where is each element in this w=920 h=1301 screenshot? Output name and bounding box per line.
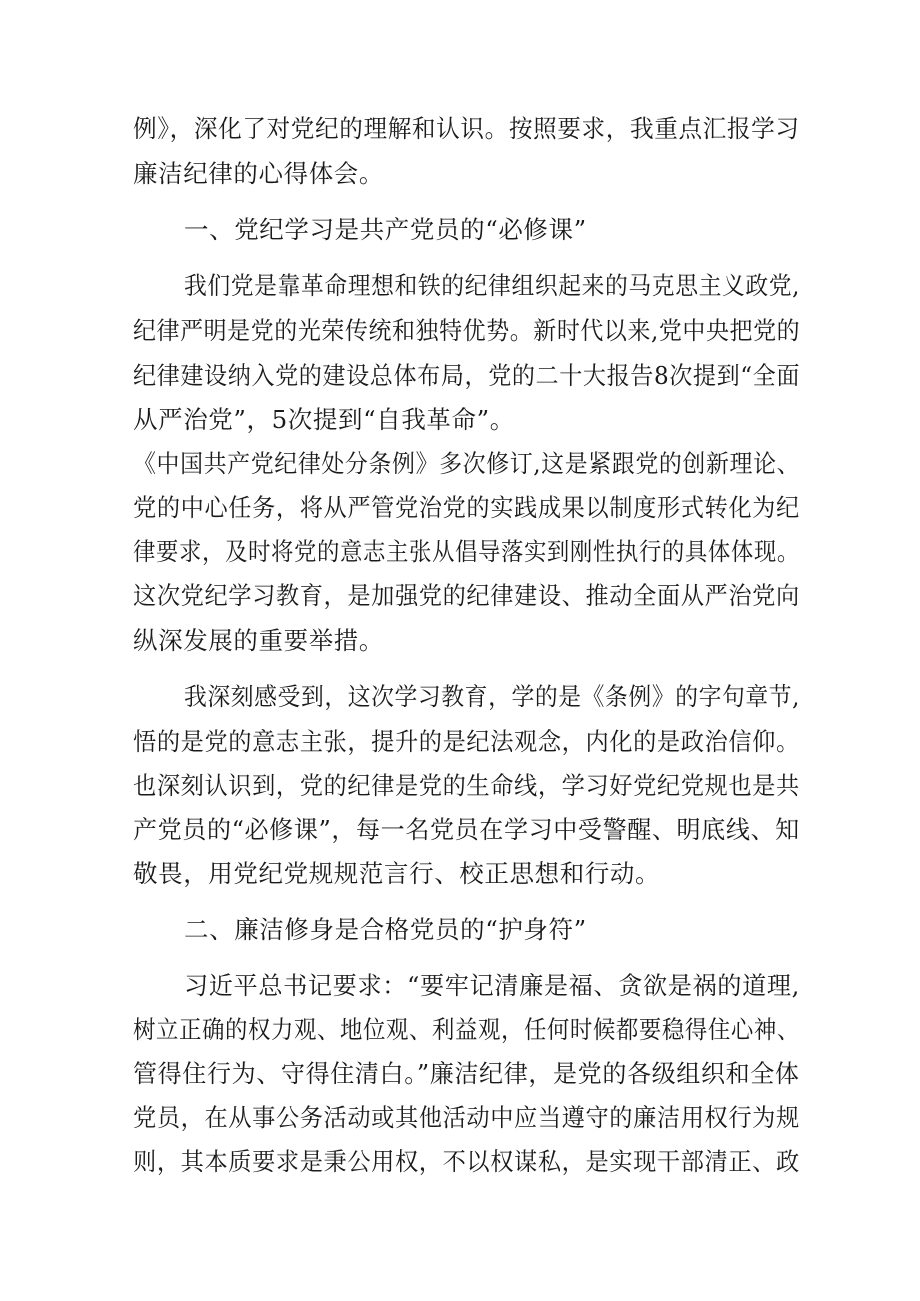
text-line: 则，其本质要求是秉公用权，不以权谋私，是实现干部清正、政 xyxy=(133,1147,800,1176)
text-line: 纪律严明是党的光荣传统和独特优势。新时代以来,党中央把党的 xyxy=(133,316,801,345)
text-line: 律要求，及时将党的意志主张从倡导落实到刚性执行的具体体现。 xyxy=(133,537,800,566)
text-line: 管得住行为、守得住清白。”廉洁纪律，是党的各级组织和全体 xyxy=(133,1059,800,1088)
text-line: 从严治党”，5次提到“自我革命”。 xyxy=(133,405,515,434)
text-line: 廉洁纪律的心得体会。 xyxy=(133,159,384,188)
section-heading: 一、党纪学习是共产党员的“必修课” xyxy=(184,215,587,244)
text-line: 例》，深化了对党纪的理解和认识。按照要求，我重点汇报学习 xyxy=(133,114,800,143)
text-line: 纪律建设纳入党的建设总体布局，党的二十大报告8次提到“全面 xyxy=(133,361,800,390)
text-line: 我深刻感受到，这次学习教育，学的是《条例》的字句章节, xyxy=(184,682,800,711)
text-line: 也深刻认识到，党的纪律是党的生命线，学习好党纪党规也是共 xyxy=(133,771,800,800)
text-line: 党的中心任务，将从严管党治党的实践成果以制度形式转化为纪 xyxy=(133,493,800,522)
text-line: 习近平总书记要求：“要牢记清廉是福、贪欲是祸的道理, xyxy=(184,971,800,1000)
text-line: 《中国共产党纪律处分条例》多次修订,这是紧跟党的创新理论、 xyxy=(133,449,801,478)
text-line: 党员，在从事公务活动或其他活动中应当遵守的廉洁用权行为规 xyxy=(133,1103,800,1132)
text-line: 纵深发展的重要举措。 xyxy=(133,626,384,655)
section-heading: 二、廉洁修身是合格党员的“护身符” xyxy=(184,915,587,944)
text-line: 我们党是靠革命理想和铁的纪律组织起来的马克思主义政党, xyxy=(184,271,800,300)
text-line: 这次党纪学习教育，是加强党的纪律建设、推动全面从严治党向 xyxy=(133,581,800,610)
text-line: 产党员的“必修课”，每一名党员在学习中受警醒、明底线、知 xyxy=(133,815,800,844)
text-line: 树立正确的权力观、地位观、利益观，任何时候都要稳得住心神、 xyxy=(133,1015,800,1044)
text-line: 敬畏，用党纪党规规范言行、校正思想和行动。 xyxy=(133,859,661,888)
text-line: 悟的是党的意志主张，提升的是纪法观念，内化的是政治信仰。 xyxy=(133,727,800,756)
